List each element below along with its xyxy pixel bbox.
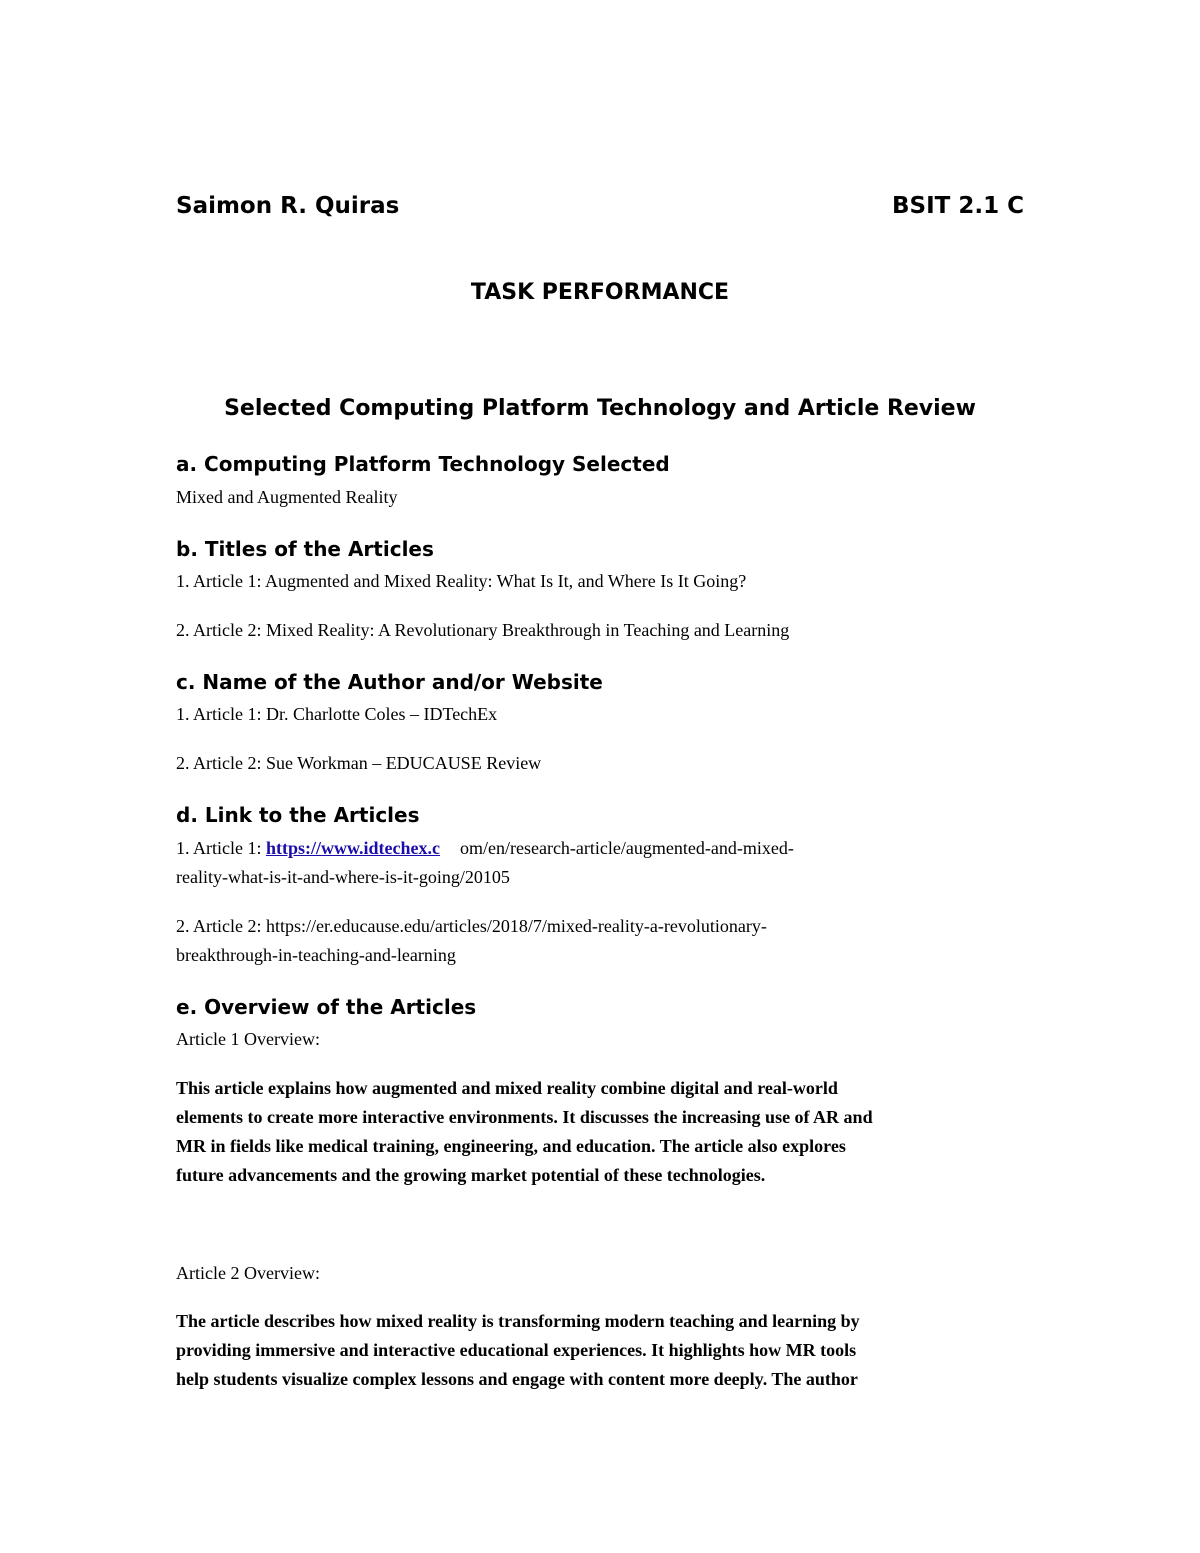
- section-e-heading: e. Overview of the Articles: [176, 995, 477, 1019]
- section-d-heading: d. Link to the Articles: [176, 803, 420, 827]
- article-title-1: 1. Article 1: Augmented and Mixed Reality: What Is It, and Where Is It Going?: [176, 571, 747, 591]
- overview-1-line: future advancements and the growing market potential of these technologies.: [176, 1165, 766, 1185]
- author-1: 1. Article 1: Dr. Charlotte Coles – IDTechEx: [176, 704, 498, 724]
- author-2: 2. Article 2: Sue Workman – EDUCAUSE Review: [176, 753, 542, 773]
- class-section: BSIT 2.1 C: [892, 193, 1024, 219]
- link-2-line-1: 2. Article 2: https://er.educause.edu/articles/2018/7/mixed-reality-a-revolutionary-: [176, 916, 767, 936]
- link-1-rest: om/en/research-article/augmented-and-mixed-: [459, 838, 794, 858]
- article-title-2: 2. Article 2: Mixed Reality: A Revolutionary Breakthrough in Teaching and Learning: [176, 620, 790, 640]
- link-2-line-2: breakthrough-in-teaching-and-learning: [176, 945, 456, 965]
- link-1-line-2: reality-what-is-it-and-where-is-it-going/20105: [176, 867, 510, 887]
- overview-2-line: help students visualize complex lessons and engage with content more deeply. The author: [176, 1369, 858, 1389]
- section-a-text: Mixed and Augmented Reality: [176, 487, 398, 507]
- article-1-overview-label: Article 1 Overview:: [176, 1029, 320, 1049]
- document-title: TASK PERFORMANCE: [470, 280, 730, 305]
- overview-2-line: The article describes how mixed reality is transforming modern teaching and learning by: [176, 1311, 860, 1331]
- section-c-heading: c. Name of the Author and/or Website: [176, 670, 603, 694]
- overview-1-line: MR in fields like medical training, engineering, and education. The article also explores: [176, 1136, 846, 1156]
- overview-1-line: This article explains how augmented and mixed reality combine digital and real-world: [176, 1078, 838, 1098]
- link-1-prefix: 1. Article 1:: [176, 838, 266, 858]
- student-name: Saimon R. Quiras: [176, 193, 400, 219]
- article-1-link[interactable]: https://www.idtechex.c: [265, 838, 440, 858]
- link-1-line-1: [176, 838, 794, 859]
- overview-2-line: providing immersive and interactive educational experiences. It highlights how MR tools: [176, 1340, 857, 1360]
- overview-1-line: elements to create more interactive environments. It discusses the increasing use of AR and: [176, 1107, 873, 1127]
- section-a-heading: a. Computing Platform Technology Selected: [176, 452, 670, 476]
- document-subtitle: Selected Computing Platform Technology and Article Review: [224, 396, 976, 421]
- article-2-overview-label: Article 2 Overview:: [176, 1263, 320, 1283]
- section-b-heading: b. Titles of the Articles: [176, 537, 434, 561]
